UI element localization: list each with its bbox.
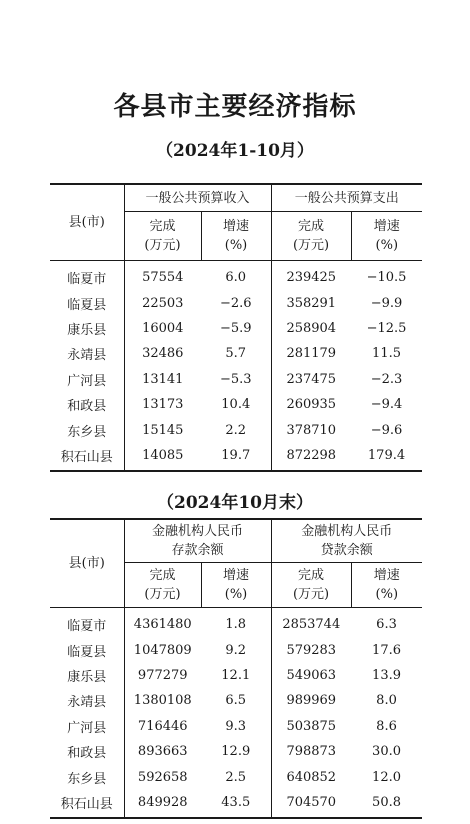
county-name-cell: 广河县 <box>50 367 124 392</box>
revenue-done-header: 完成 (万元) <box>144 219 181 253</box>
done-value-cell: 14085 <box>142 447 184 463</box>
done-value-cell: 704570 <box>271 790 351 818</box>
growth-value-cell: 10.4 <box>221 397 251 413</box>
done-value-cell: 15145 <box>142 422 184 438</box>
table-row <box>50 739 422 764</box>
done-value-cell: 239425 <box>271 261 351 291</box>
done-value-cell: 16004 <box>142 320 184 336</box>
growth-value-cell: 12.0 <box>372 769 401 785</box>
revenue-growth-header: 增速 (%) <box>201 212 271 261</box>
done-value-cell: 549063 <box>271 663 351 688</box>
growth-value-cell: 6.3 <box>376 617 397 633</box>
table-row <box>50 608 422 638</box>
done-value-cell: 22503 <box>142 295 184 311</box>
growth-value-cell: 179.4 <box>367 447 406 463</box>
county-name-cell: 永靖县 <box>50 688 124 713</box>
table-row <box>50 417 422 442</box>
county-name-cell: 广河县 <box>50 714 124 739</box>
table-row <box>50 316 422 341</box>
table-row <box>50 392 422 417</box>
growth-value-cell: −10.5 <box>366 270 407 286</box>
growth-value-cell: 17.6 <box>372 642 401 658</box>
county-name-cell: 东乡县 <box>50 417 124 442</box>
loan-group-header: 金融机构人民币 贷款余额 <box>271 519 422 563</box>
county-header: 县(市) <box>50 519 124 608</box>
done-value-cell: 579283 <box>271 637 351 662</box>
finance-table <box>50 518 422 819</box>
table-row <box>50 790 422 818</box>
done-value-cell: 1047809 <box>133 642 192 658</box>
done-value-cell: 237475 <box>271 367 351 392</box>
county-name-cell: 积石山县 <box>50 790 124 818</box>
growth-value-cell: 13.9 <box>372 667 401 683</box>
county-name-cell: 和政县 <box>50 392 124 417</box>
growth-value-cell: −9.4 <box>370 397 403 413</box>
deposit-group-header: 金融机构人民币 存款余额 <box>124 519 271 563</box>
growth-value-cell: −9.9 <box>370 295 403 311</box>
growth-value-cell: 2.5 <box>225 769 247 785</box>
county-name-cell: 临夏县 <box>50 290 124 315</box>
county-header: 县(市) <box>50 184 124 261</box>
growth-value-cell: 9.3 <box>225 718 247 734</box>
growth-value-cell: −5.9 <box>219 320 252 336</box>
revenue-group-header: 一般公共预算收入 <box>124 184 271 212</box>
growth-value-cell: 19.7 <box>221 447 251 463</box>
budget-table <box>50 183 422 472</box>
done-value-cell: 358291 <box>271 290 351 315</box>
done-value-cell: 1380108 <box>133 693 192 709</box>
growth-value-cell: 9.2 <box>225 642 247 658</box>
done-value-cell: 849928 <box>137 794 188 810</box>
county-name-cell: 临夏市 <box>50 608 124 638</box>
growth-value-cell: 11.5 <box>372 346 401 362</box>
county-name-cell: 临夏市 <box>50 261 124 291</box>
growth-value-cell: −2.3 <box>370 371 403 387</box>
table-row <box>50 290 422 315</box>
expenditure-growth-header: 增速 (%) <box>351 212 422 261</box>
growth-value-cell: 50.8 <box>372 794 401 810</box>
growth-value-cell: 8.0 <box>376 693 397 709</box>
growth-value-cell: 2.2 <box>225 422 247 438</box>
county-name-cell: 康乐县 <box>50 663 124 688</box>
table-row <box>50 341 422 366</box>
done-value-cell: 13173 <box>142 397 184 413</box>
growth-value-cell: 6.0 <box>225 270 247 286</box>
section2-subtitle: （2024年10月末） <box>157 493 313 513</box>
growth-value-cell: 1.8 <box>225 617 247 633</box>
done-value-cell: 258904 <box>271 316 351 341</box>
done-value-cell: 503875 <box>271 714 351 739</box>
table-row <box>50 637 422 662</box>
county-name-cell: 临夏县 <box>50 637 124 662</box>
done-value-cell: 872298 <box>271 443 351 471</box>
deposit-done-header: 完成 (万元) <box>144 568 181 602</box>
table-row <box>50 261 422 291</box>
table-row <box>50 714 422 739</box>
done-value-cell: 2853744 <box>271 608 351 638</box>
growth-value-cell: −5.3 <box>219 371 252 387</box>
section1-subtitle: （2024年1-10月） <box>156 141 314 161</box>
table-row <box>50 443 422 471</box>
growth-value-cell: 12.1 <box>221 667 251 683</box>
done-value-cell: 281179 <box>271 341 351 366</box>
expenditure-group-header: 一般公共预算支出 <box>271 184 422 212</box>
county-name-cell: 和政县 <box>50 739 124 764</box>
county-name-cell: 永靖县 <box>50 341 124 366</box>
table-row <box>50 663 422 688</box>
done-value-cell: 260935 <box>271 392 351 417</box>
growth-value-cell: −12.5 <box>366 320 407 336</box>
loan-growth-header: 增速 (%) <box>351 563 422 608</box>
deposit-growth-header: 增速 (%) <box>201 563 271 608</box>
done-value-cell: 13141 <box>142 371 184 387</box>
expenditure-done-header: 完成 (万元) <box>271 212 351 261</box>
done-value-cell: 798873 <box>271 739 351 764</box>
done-value-cell: 716446 <box>137 718 188 734</box>
done-value-cell: 989969 <box>271 688 351 713</box>
done-value-cell: 640852 <box>271 764 351 789</box>
done-value-cell: 977279 <box>137 667 188 683</box>
growth-value-cell: −2.6 <box>219 295 252 311</box>
county-name-cell: 积石山县 <box>50 443 124 471</box>
done-value-cell: 32486 <box>142 346 184 362</box>
page-title: 各县市主要经济指标 <box>113 92 357 122</box>
done-value-cell: 4361480 <box>133 617 192 633</box>
table-row <box>50 688 422 713</box>
done-value-cell: 378710 <box>271 417 351 442</box>
loan-done-header: 完成 (万元) <box>271 563 351 608</box>
table-row <box>50 764 422 789</box>
growth-value-cell: 12.9 <box>221 744 251 760</box>
county-name-cell: 东乡县 <box>50 764 124 789</box>
table-row <box>50 367 422 392</box>
done-value-cell: 57554 <box>142 270 184 286</box>
done-value-cell: 893663 <box>137 744 188 760</box>
growth-value-cell: 5.7 <box>225 346 247 362</box>
county-name-cell: 康乐县 <box>50 316 124 341</box>
done-value-cell: 592658 <box>137 769 188 785</box>
growth-value-cell: 8.6 <box>376 718 397 734</box>
growth-value-cell: 6.5 <box>225 693 247 709</box>
growth-value-cell: 30.0 <box>372 744 401 760</box>
growth-value-cell: 43.5 <box>221 794 251 810</box>
growth-value-cell: −9.6 <box>370 422 403 438</box>
